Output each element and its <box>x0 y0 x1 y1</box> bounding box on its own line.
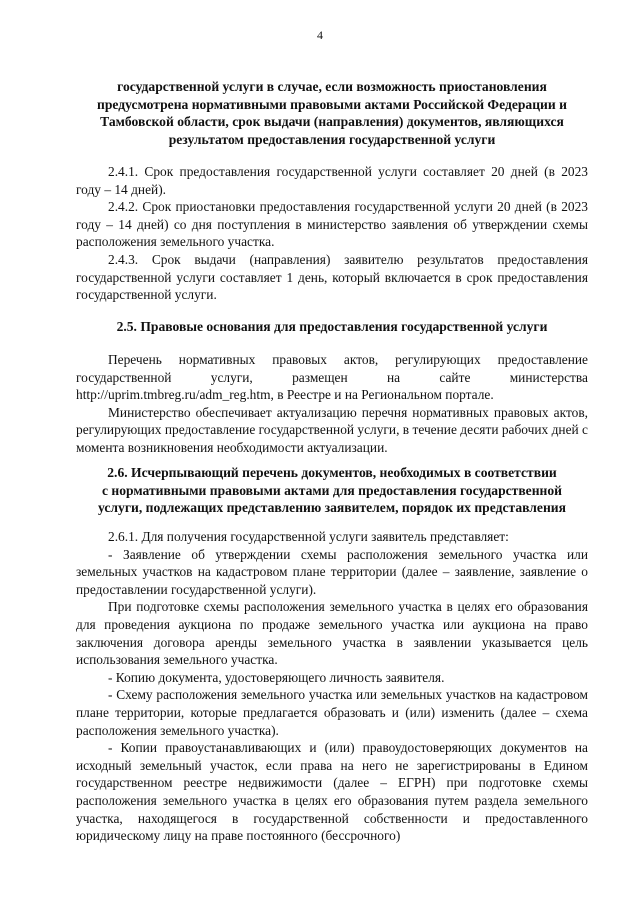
section-heading-2-6 <box>76 464 588 517</box>
section-heading-2-5 <box>76 318 588 336</box>
paragraph-2-6-1: 2.6.1. Для получения государственной услуги заявитель представляет: <box>108 529 509 544</box>
paragraph-2-4-1: 2.4.1. Срок предоставления государственной услуги составляет 20 дней (в 2023 году – 14 дней). <box>76 164 588 197</box>
paragraph-2-4-2: 2.4.2. Срок приостановки предоставления государственной услуги 20 дней (в 2023 году – 14 дней) со дня поступления в министерство заявления об утверждении схемы расположения земельного участка. <box>76 199 588 250</box>
heading-line: услуги, подлежащих представлению заявителем, порядок их представления <box>98 500 566 516</box>
heading-line: государственной услуги в случае, если возможность приостановления <box>117 79 547 94</box>
list-item: - Схему расположения земельного участка или земельных участков на кадастровом плане территории, которые предлагается образовать и (или) изменить (далее – схема расположения земельного участка). <box>76 687 588 738</box>
list-item: - Копии правоустанавливающих и (или) правоудостоверяющих документов на исходный земельный участок, если права на него не зарегистрированы в Едином государственном реестре недвижимости (далее – ЕГРН) при подготовке схемы расположения земельного участка в целях его образования путем раздела земельного участка, находящегося в государственной собственности и предоставленного юридическому лицу на праве постоянного (бессрочного) <box>76 740 588 844</box>
page-number: 4 <box>317 28 323 42</box>
heading-line: 2.5. Правовые основания для предоставления государственной услуги <box>116 319 548 334</box>
section-heading-continuation <box>76 78 588 148</box>
paragraph: При подготовке схемы расположения земельного участка в целях его образования для проведения аукциона по продаже земельного участка или аукциона на право заключения договора аренды земельного участка в заявлении указывается цель использования земельного участка. <box>76 599 588 668</box>
paragraph: Министерство обеспечивает актуализацию перечня нормативных правовых актов, регулирующих предоставление государственной услуги, в течение десяти рабочих дней с момента возникновения необходимости актуализации. <box>76 404 588 455</box>
heading-line: предусмотрена нормативными правовыми актами Российской Федерации и <box>97 96 567 112</box>
section-2-6-body <box>76 528 588 845</box>
section-2-5-body <box>76 351 588 457</box>
heading-line: 2.6. Исчерпывающий перечень документов, необходимых в соответствии <box>107 465 557 480</box>
section-2-4-body <box>76 163 588 304</box>
paragraph: Перечень нормативных правовых актов, регулирующих предоставление государственной услуги, размещен на сайте министерства http://uprim.tmbreg.ru/adm_reg.htm, в Реестре и на Региональном портале. <box>76 352 588 403</box>
list-item: - Заявление об утверждении схемы расположения земельного участка или земельных участков на кадастровом плане территории (далее – заявление, заявление о предоставлении государственной услуги). <box>76 546 588 597</box>
heading-line: Тамбовской области, срок выдачи (направления) документов, являющихся <box>100 114 564 130</box>
heading-line: с нормативными правовыми актами для предоставления государственной <box>101 482 563 498</box>
heading-line: результатом предоставления государственной услуги <box>168 131 496 147</box>
paragraph-2-4-3: 2.4.3. Срок выдачи (направления) заявителю результатов предоставления государственной услуги составляет 1 день, который включается в срок предоставления государственной услуги. <box>76 251 588 303</box>
list-item: - Копию документа, удостоверяющего личность заявителя. <box>108 669 445 685</box>
